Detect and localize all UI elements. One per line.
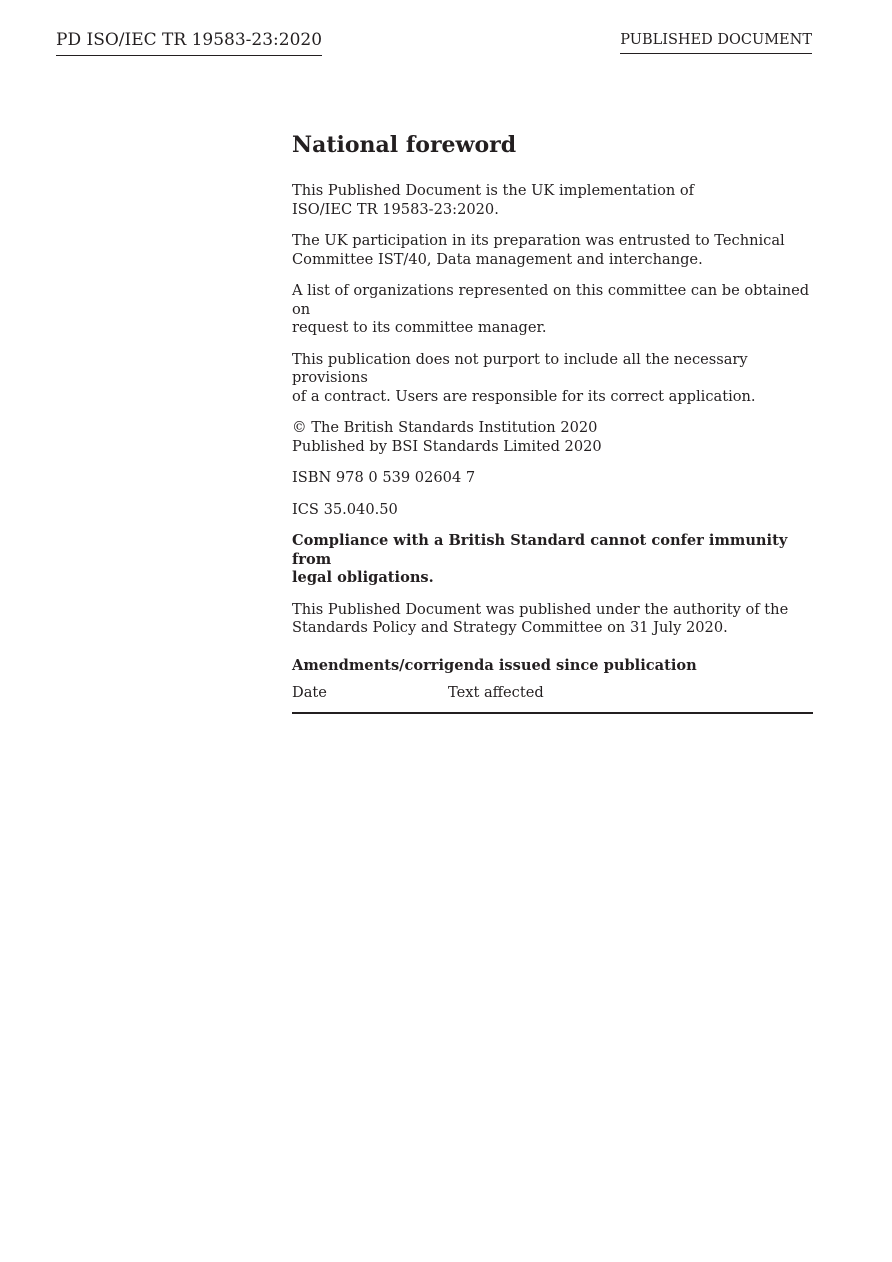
committee-list-paragraph: [292, 282, 813, 338]
implementation-paragraph: [292, 182, 813, 219]
national-foreword-section: [292, 130, 813, 714]
implementation-line-1: This Published Document is the UK implementation of: [292, 182, 695, 199]
compliance-line-2: legal obligations.: [292, 569, 434, 586]
implementation-line-2: ISO/IEC TR 19583-23:2020.: [292, 200, 499, 218]
column-header-date: Date: [292, 684, 448, 713]
page-title: National foreword: [292, 132, 517, 158]
copyright-line: © The British Standards Institution 2020: [292, 419, 598, 436]
column-header-text-affected: Text affected: [448, 684, 813, 713]
isbn: ISBN 978 0 539 02604 7: [292, 469, 476, 486]
amendments-header-row: [292, 684, 813, 713]
amendments-title: Amendments/corrigenda issued since publication: [292, 656, 697, 674]
participation-line-2: Committee IST/40, Data management and interchange.: [292, 250, 703, 268]
authority-line-2: Standards Policy and Strategy Committee on 31 July 2020.: [292, 619, 728, 636]
provisions-paragraph: [292, 351, 813, 407]
compliance-notice: [292, 532, 813, 588]
compliance-line-1: Compliance with a British Standard cannot confer immunity from: [292, 532, 788, 568]
ics-code: ICS 35.040.50: [292, 500, 398, 518]
provisions-line-1: This publication does not purport to include all the necessary provisions: [292, 350, 748, 386]
publisher-line: Published by BSI Standards Limited 2020: [292, 437, 602, 455]
committee-list-line-1: A list of organizations represented on this committee can be obtained on: [292, 282, 810, 318]
participation-paragraph: [292, 232, 813, 269]
copyright-paragraph: [292, 419, 813, 456]
participation-line-1: The UK participation in its preparation was entrusted to Technical: [292, 232, 785, 249]
committee-list-line-2: request to its committee manager.: [292, 319, 547, 336]
authority-line-1: This Published Document was published under the authority of the: [292, 600, 789, 618]
header-document-id: PD ISO/IEC TR 19583-23:2020: [56, 29, 322, 56]
provisions-line-2: of a contract. Users are responsible for its correct application.: [292, 387, 756, 405]
amendments-table: [292, 684, 813, 714]
authority-paragraph: [292, 601, 813, 638]
header-document-type: PUBLISHED DOCUMENT: [620, 30, 812, 54]
